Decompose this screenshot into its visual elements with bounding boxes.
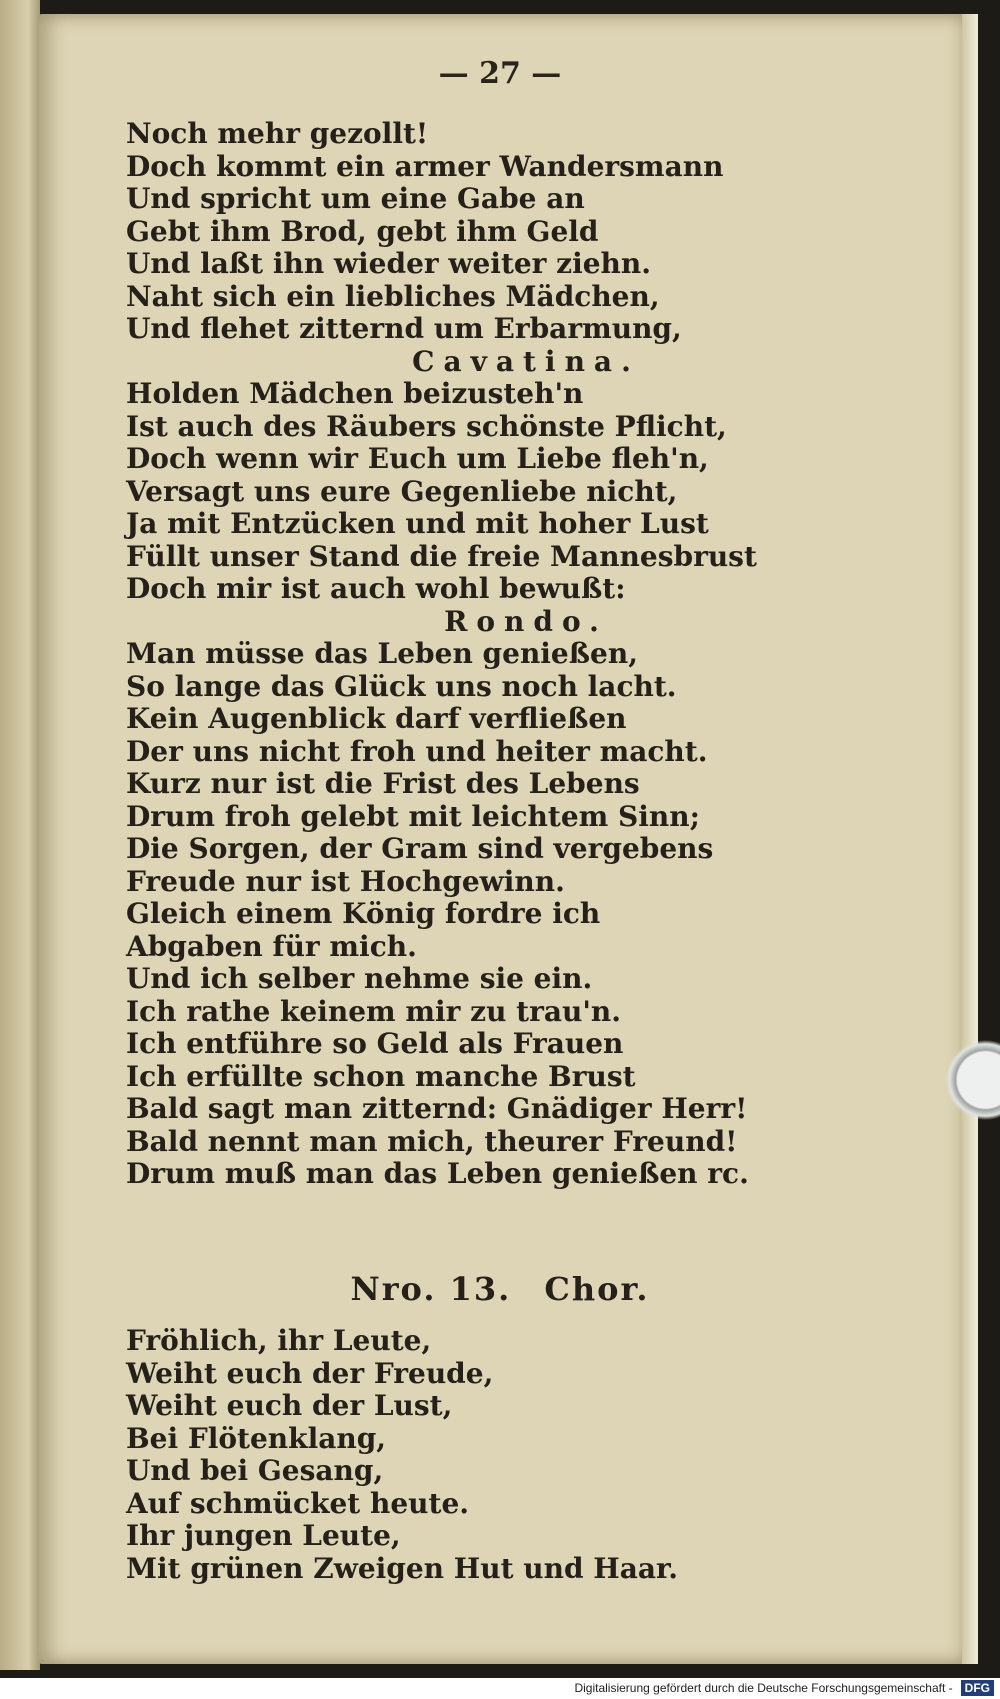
verse-line: Und flehet zitternd um Erbarmung, [126, 312, 682, 345]
verse-line: Bei Flötenklang, [126, 1421, 387, 1455]
verse-line: Noch mehr gezollt! [126, 117, 429, 150]
verse-line: Ich rathe keinem mir zu trau'n. [126, 994, 622, 1028]
verse-line: Und laßt ihn wieder weiter ziehn. [126, 247, 651, 280]
verse-line: Bald sagt man zitternd: Gnädiger Herr! [126, 1092, 748, 1125]
verse-line: Und spricht um eine Gabe an [126, 182, 585, 215]
verse-line: Ich erfüllte schon manche Brust [126, 1059, 636, 1093]
verse-line: Die Sorgen, der Gram sind vergebens [126, 832, 714, 865]
verse-line: Freude nur ist Hochgewinn. [126, 864, 565, 898]
chor-heading [0, 1270, 1000, 1308]
verse-line: Fröhlich, ihr Leute, [126, 1324, 432, 1357]
verse-line: Drum froh gelebt mit leichtem Sinn; [126, 799, 700, 833]
verse-line: Kurz nur ist die Frist des Lebens [126, 767, 640, 800]
verse-line: Füllt unser Stand die freie Mannesbrust [126, 539, 757, 573]
verse-line: Mit grünen Zweigen Hut und Haar. [126, 1551, 678, 1585]
verse-line: Drum muß man das Leben genießen rc. [126, 1157, 749, 1190]
rondo-heading: Rondo. [444, 604, 608, 638]
chor-text [126, 1325, 926, 1585]
footer-credit: Digitalisierung gefördert durch die Deutsche Forschungsgemeinschaft - [574, 1681, 953, 1695]
verse-line: Doch kommt ein armer Wandersmann [126, 149, 724, 183]
verse-line: Gebt ihm Brod, gebt ihm Geld [126, 214, 599, 248]
page-edge [962, 14, 978, 1664]
verse-line: Naht sich ein liebliches Mädchen, [126, 279, 660, 313]
verse-line: So lange das Glück uns noch lacht. [126, 669, 677, 703]
verse-line: Der uns nicht froh und heiter macht. [126, 734, 708, 768]
song-text [126, 118, 926, 1191]
verse-line: Ich entführe so Geld als Frauen [126, 1027, 624, 1060]
verse-line: Ja mit Entzücken und mit hoher Lust [126, 507, 709, 540]
dfg-logo: DFG [961, 1680, 994, 1696]
verse-line: Holden Mädchen beizusteh'n [126, 377, 584, 410]
verse-line: Ist auch des Räubers schönste Pflicht, [126, 409, 727, 443]
verse-line: Doch wenn wir Euch um Liebe fleh'n, [126, 442, 709, 475]
verse-line: Weiht euch der Lust, [126, 1389, 453, 1422]
section-label: Chor. [544, 1270, 650, 1308]
digitization-footer [0, 1678, 1000, 1699]
verse-line: Weiht euch der Freude, [126, 1356, 494, 1390]
page-number: — 27 — [438, 56, 562, 91]
verse-line: Gleich einem König fordre ich [126, 897, 601, 930]
verse-line: Versagt uns eure Gegenliebe nicht, [126, 474, 678, 508]
paper-clip [940, 1030, 1000, 1130]
facing-page-edge [0, 0, 40, 1670]
verse-line: Und bei Gesang, [126, 1454, 384, 1487]
cavatina-heading: Cavatina. [412, 344, 640, 378]
verse-line: Auf schmücket heute. [126, 1486, 469, 1520]
verse-line: Ihr jungen Leute, [126, 1519, 401, 1552]
verse-line: Doch mir ist auch wohl bewußt: [126, 572, 626, 605]
number-label: Nro. 13. [350, 1270, 512, 1308]
verse-line: Man müsse das Leben genießen, [126, 637, 638, 670]
verse-line: Kein Augenblick darf verfließen [126, 702, 627, 735]
verse-line: Abgaben für mich. [126, 929, 417, 963]
verse-line: Und ich selber nehme sie ein. [126, 962, 593, 995]
verse-line: Bald nennt man mich, theurer Freund! [126, 1124, 738, 1158]
